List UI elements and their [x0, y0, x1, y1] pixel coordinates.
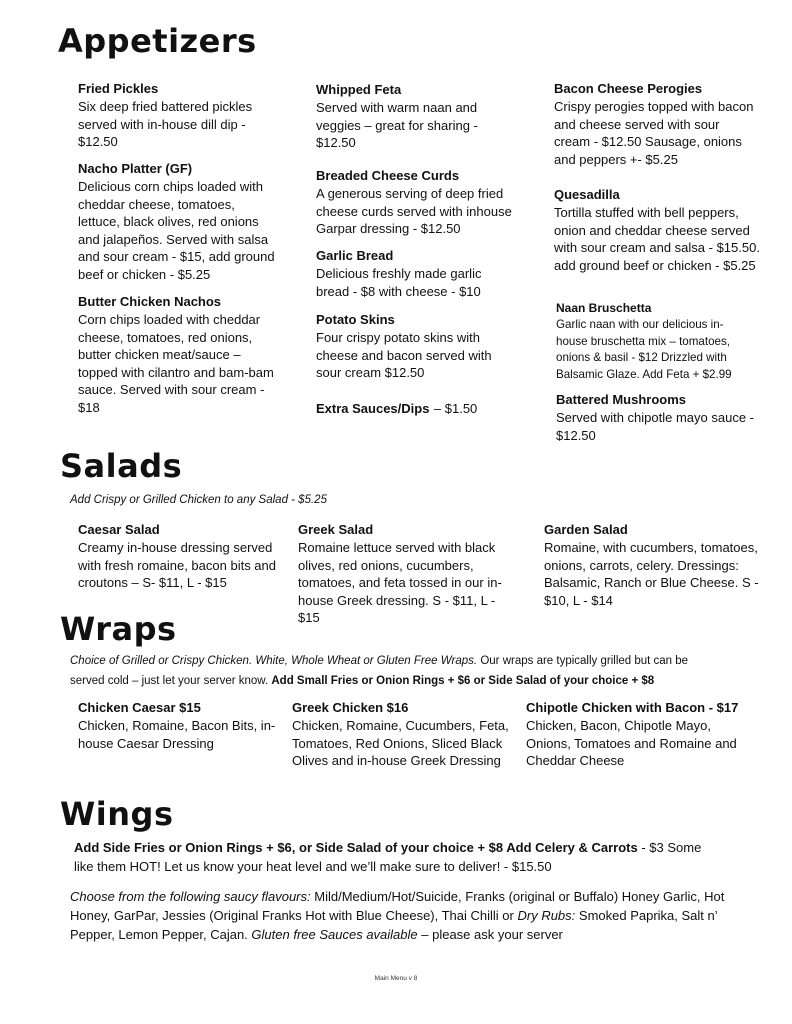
gluten-free-rest: – please ask your server: [421, 927, 563, 942]
item-name: Breaded Cheese Curds: [316, 168, 460, 183]
item-desc: Chicken, Romaine, Cucumbers, Feta, Tomatoes, Red Onions, Sliced Black Olives and in-house Greek Dressing: [292, 718, 509, 768]
gluten-free-label: Gluten free Sauces available: [251, 927, 418, 942]
menu-item: [316, 81, 508, 152]
flavours-intro: Choose from the following saucy flavours:: [70, 889, 311, 904]
wraps-note-italic: Choice of Grilled or Crispy Chicken. White, Whole Wheat or Gluten Free Wraps.: [70, 655, 478, 667]
item-desc: Corn chips loaded with cheddar cheese, tomatoes, red onions, butter chicken meat/sauce – topped with cilantro and bam-bam sauce. Served with sour cream - $18: [78, 312, 274, 415]
wraps-note-plain: Our wraps are typically grilled but can be served cold – just let your server know.: [70, 655, 689, 687]
item-name: Naan Bruschetta: [556, 301, 652, 315]
dry-rubs-label: Dry Rubs:: [517, 908, 576, 923]
item-name: Greek Chicken $16: [292, 700, 409, 715]
salads-note-text: Add Crispy or Grilled Chicken to any Salad - $5.25: [70, 494, 327, 506]
item-desc: Six deep fried battered pickles served with in-house dill dip - $12.50: [78, 99, 253, 149]
item-name: Fried Pickles: [78, 81, 159, 96]
item-name: Extra Sauces/Dips: [316, 401, 430, 416]
item-name: Battered Mushrooms: [556, 392, 687, 407]
item-desc: Served with warm naan and veggies – great for sharing - $12.50: [316, 100, 478, 150]
wings-sides-plain: - $3 Some like them HOT! Let us know your heat level and we’ll make sure to deliver! - $15.50: [74, 840, 702, 874]
dry-rubs-list: Smoked Paprika, Salt n’ Pepper, Lemon Pepper, Cajan.: [70, 908, 718, 942]
item-name: Potato Skins: [316, 312, 395, 327]
menu-item: [316, 247, 496, 300]
item-desc: Romaine lettuce served with black olives, red onions, cucumbers, tomatoes, and feta tossed in our in-house Greek dressing. S - $11, L - $15: [298, 540, 502, 625]
item-desc: Tortilla stuffed with bell peppers, onion and cheddar cheese served with sour cream and salsa - $15.50. add ground beef or chicken - $5.25: [554, 205, 760, 273]
menu-item: [554, 186, 764, 274]
menu-item: [316, 167, 516, 238]
wraps-note: [70, 651, 720, 691]
menu-item: [544, 521, 772, 609]
item-desc: A generous serving of deep fried cheese curds served with inhouse Garpar dressing - $12.50: [316, 186, 512, 236]
wraps-note-bold: Add Small Fries or Onion Rings + $6 or Side Salad of your choice + $8: [271, 675, 655, 687]
item-desc: Creamy in-house dressing served with fresh romaine, bacon bits and croutons – S- $11, L - $15: [78, 540, 276, 590]
menu-item: [316, 311, 504, 382]
item-name: Nacho Platter (GF): [78, 161, 193, 176]
menu-item: [78, 521, 292, 592]
item-name: Greek Salad: [298, 522, 374, 537]
item-name: Garlic Bread: [316, 248, 394, 263]
item-name: Chicken Caesar $15: [78, 700, 201, 715]
wings-sides: [74, 838, 714, 876]
wings-sides-bold: Add Side Fries or Onion Rings + $6, or Side Salad of your choice + $8 Add Celery & Carrots: [74, 840, 638, 855]
item-desc: Romaine, with cucumbers, tomatoes, onions, carrots, celery. Dressings: Balsamic, Ranch or Blue Cheese. S - $10, L - $14: [544, 540, 759, 608]
salads-note: [70, 490, 327, 510]
item-name: Caesar Salad: [78, 522, 160, 537]
wraps-heading: Wraps: [60, 610, 177, 648]
item-name: Butter Chicken Nachos: [78, 294, 222, 309]
item-desc: Chicken, Bacon, Chipotle Mayo, Onions, Tomatoes and Romaine and Cheddar Cheese: [526, 718, 737, 768]
menu-item: [556, 391, 756, 444]
wings-flavours: [70, 887, 750, 944]
item-desc: Served with chipotle mayo sauce - $12.50: [556, 410, 754, 443]
flavours-list: Mild/Medium/Hot/Suicide, Franks (original or Buffalo) Honey Garlic, Hot Honey, GarPar, Jessies (Original Franks Hot with Blue Cheese), Thai Chilli or: [70, 889, 725, 923]
salads-heading: Salads: [60, 447, 183, 485]
item-desc: Garlic naan with our delicious in-house bruschetta mix – tomatoes, onions & basil - $12 Drizzled with Balsamic Glaze. Add Feta + $2.99: [556, 318, 732, 381]
menu-item: [556, 299, 746, 383]
item-desc: Four crispy potato skins with cheese and bacon served with sour cream $12.50: [316, 330, 492, 380]
item-desc: Delicious corn chips loaded with cheddar cheese, tomatoes, lettuce, black olives, red onions and jalapeños. Served with salsa and sour cream - $15, add ground beef or chicken - $5.25: [78, 179, 275, 282]
menu-item: [78, 80, 278, 151]
menu-item: [78, 160, 278, 283]
menu-item: [78, 699, 278, 752]
menu-item: [292, 699, 512, 770]
item-name: Bacon Cheese Perogies: [554, 81, 703, 96]
menu-item: [316, 400, 536, 418]
item-name: Whipped Feta: [316, 82, 402, 97]
item-name: Garden Salad: [544, 522, 628, 537]
item-desc: Delicious freshly made garlic bread - $8 with cheese - $10: [316, 266, 482, 299]
item-name: Quesadilla: [554, 187, 620, 202]
menu-item: [78, 293, 274, 416]
menu-item: [298, 521, 520, 627]
item-desc: Crispy perogies topped with bacon and cheese served with sour cream - $12.50 Sausage, onions and peppers +- $5.25: [554, 99, 754, 167]
wings-heading: Wings: [60, 795, 174, 833]
menu-item: [554, 80, 754, 168]
item-name: Chipotle Chicken with Bacon - $17: [526, 700, 739, 715]
menu-item: [526, 699, 756, 770]
appetizers-heading: Appetizers: [58, 22, 257, 60]
item-desc: Chicken, Romaine, Bacon Bits, in-house Caesar Dressing: [78, 718, 276, 751]
footer-version: Main Menu v 8: [374, 975, 418, 982]
item-desc: – $1.50: [433, 401, 478, 416]
